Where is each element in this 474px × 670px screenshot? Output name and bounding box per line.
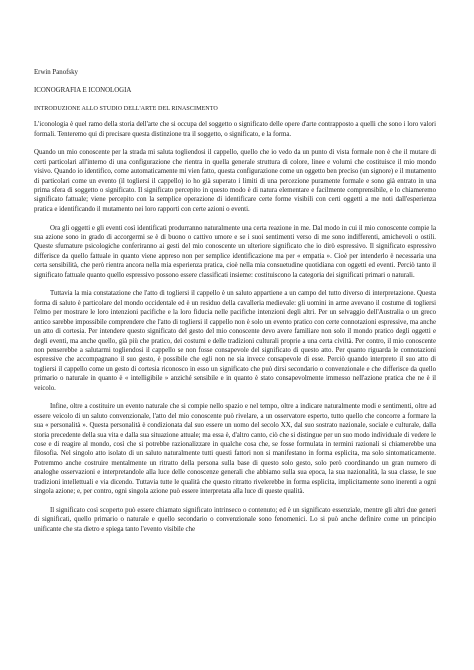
document-page — [34, 18, 436, 543]
paragraph-3: Ora gli oggetti e gli eventi così identificati produrranno naturalmente una certa reazione in me. Dal modo in cui il mio conoscente compie la sua azione sono in grado di accorgermi se è di buono o cattivo umore e se i suoi sentimenti verso di me sono indifferenti, amichevoli o ostili. Queste sfumature psicologiche conferiranno ai gesti del mio conoscente un ulteriore significato che io dirò espressivo. Il significato espressivo differisce da quello fattuale in quanto viene appreso non per semplice identificazione ma per « empatia ». Cioè per intenderlo è necessaria una certa sensibilità, che però rientra ancora nella mia esperienza pratica, cioè nella mia consuetudine quotidiana con oggetti ed eventi. Perciò tanto il significato fattuale quanto quello espressivo possono essere classificati insieme: costituiscono la categoria dei significati primari o naturali. — [34, 224, 436, 279]
document-subtitle: INTRODUZIONE ALLO STUDIO DELL'ARTE DEL RINASCIMENTO — [34, 105, 218, 112]
author-name: Erwin Panofsky — [34, 69, 78, 76]
paragraph-5: Infine, oltre a costituire un evento naturale che si compie nello spazio e nel tempo, oltre a indicare naturalmente modi e sentimenti, oltre ad essere veicolo di un saluto convenzionale, l'atto del mio conoscente può rivelare, a un osservatore esperto, tutto quello che concorre a formare la sua « personalità ». Questa personalità è condizionata dal suo essere un uomo del secolo XX, dal suo sostrato nazionale, sociale e culturale, dalla storia precedente della sua vita e dalla sua situazione attuale; ma essa è, d'altro canto, ciò che si distingue per un suo modo individuale di vedere le cose e di reagire al mondo, così che si potrebbe razionalizzare in qualche cosa che, se fosse formulata in termini razionali si chiamerebbe una filosofia. Nel singolo atto isolato di un saluto naturalmente tutti questi fattori non si manifestano in forma esplicita, ma solo sintomaticamente. Potremmo anche costruire mentalmente un ritratto della persona sulla base di questo solo gesto, solo però coordinando un gran numero di analoghe osservazioni e interpretandole alla luce delle conoscenze generali che abbiamo sulla sua epoca, la sua nazionalità, la sua classe, le sue tradizioni intellettuali e via dicendo. Tuttavia tutte le qualità che questo ritratto rivelerebbe in forma esplicita, implicitamente sono inerenti a ogni singola azione; e, per contro, ogni singola azione può essere interpretata alla luce di queste qualità. — [34, 403, 436, 495]
paragraph-1: L'iconologia è quel ramo della storia dell'arte che si occupa del soggetto o significato delle opere d'arte contrapposto a quelli che sono i loro valori formali. Tenteremo qui di precisare questa distinzione tra il soggetto, o significato, e la forma. — [34, 121, 436, 138]
paragraph-6: Il significato così scoperto può essere chiamato significato intrinseco o contenuto; ed è un significato essenziale, mentre gli altri due generi di significati, quello primario o naturale e quello secondario o convenzionale sono fenomenici. Lo si può anche definire come un principio unificante che sta dietro e spiega tanto l'evento visibile che — [34, 506, 436, 533]
paragraph-4: Tuttavia la mia constatazione che l'atto di togliersi il cappello è un saluto appartiene a un campo del tutto diverso di interpretazione. Questa forma di saluto è particolare del mondo occidentale ed è un residuo della cavalleria medievale: gli uomini in arme avevano il costume di togliersi l'elmo per mostrare le loro intenzioni pacifiche e la loro fiducia nelle pacifiche intenzioni degli altri. Per un selvaggio dell'Australia o un greco antico sarebbe impossibile comprendere che l'atto di togliersi il cappello non è solo un evento pratico con certe connotazioni espressive, ma anche un atto di cortesia. Per intendere questo significato del gesto del mio conoscente devo avere familiare non solo il mondo pratico degli oggetti e degli eventi, ma anche quello, già più che pratico, dei costumi e delle tradizioni culturali proprie a una certa civiltà. Per contro, il mio conoscente non penserebbe a salutarmi togliendosi il cappello se non fosse consapevole del significato di questo atto. Per quanto riguarda le connotazioni espressive che accompagnano il suo gesto, è possibile che egli non ne sia invece consapevole di esse. Perciò quando interpreto il suo atto di togliersi il cappello come un gesto di cortesia riconosco in esso un significato che può dirsi secondario o convenzionale e che differisce da quello primario o naturale in quanto è « intelligibile » anziché sensibile e in quanto è stato consapevolmente immesso nell'azione pratica che ne è il veicolo. — [34, 290, 436, 392]
paragraph-2: Quando un mio conoscente per la strada mi saluta togliendosi il cappello, quello che io vedo da un punto di vista formale non è che il mutare di certi particolari all'interno di una configurazione che rientra in quella generale struttura di colore, linee e volumi che costituisce il mio mondo visivo. Quando io identifico, come automaticamente mi vien fatto, questa configurazione come un oggetto ben preciso (un signore) e il mutamento di particolari come un evento (il togliersi il cappello) io ho già superato i limiti di una percezione puramente formale e sono già entrato in una prima sfera di soggetto o significato. Il significato percepito in questo modo è di natura elementare e facilmente comprensibile, e lo chiameremo significato fattuale; viene percepito con la semplice operazione di identificare certe forme visibili con certi oggetti a me noti dall'esperienza pratica e identificando il mutamento nei loro rapporti con certe azioni o eventi. — [34, 149, 436, 213]
document-title: ICONOGRAFIA E ICONOLOGIA — [34, 87, 132, 95]
